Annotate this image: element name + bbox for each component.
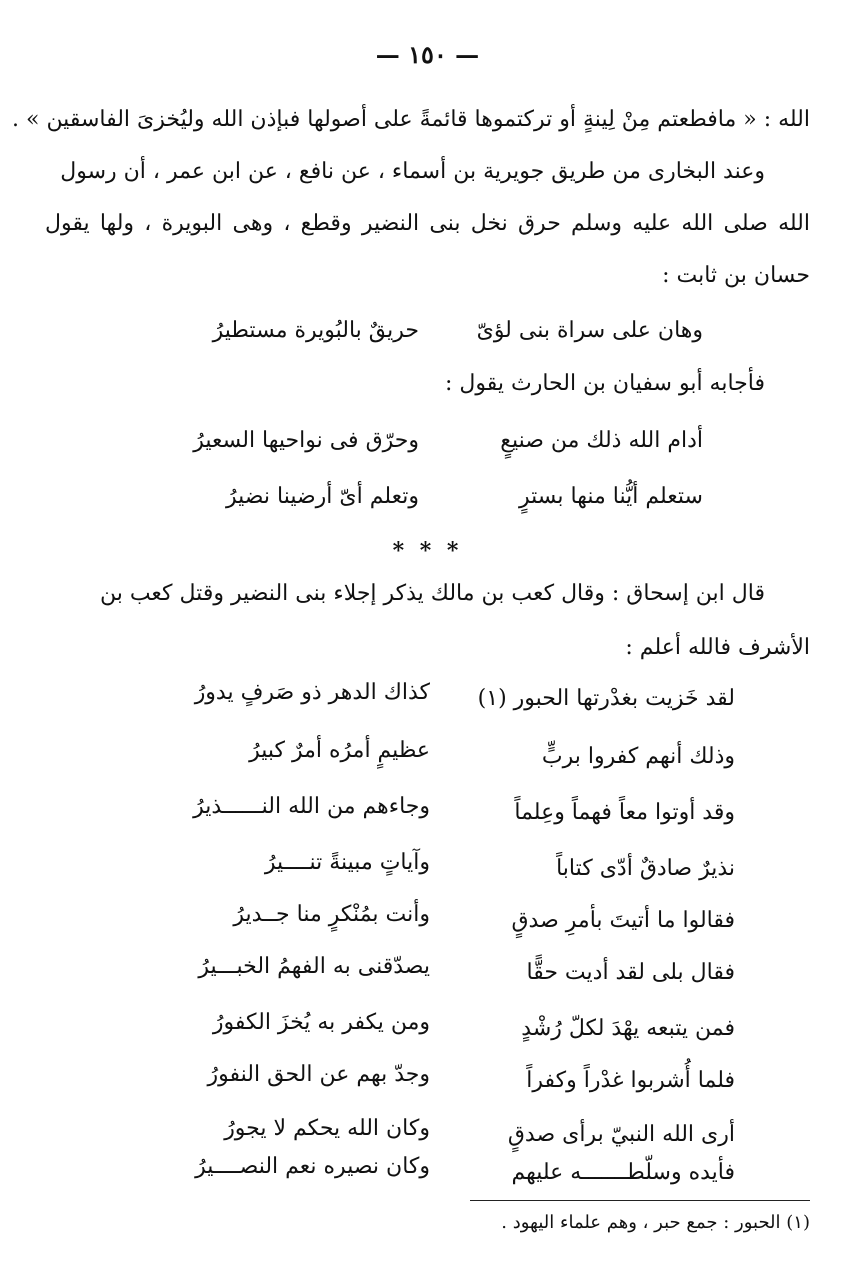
verse-first-hemistich: أدام الله ذلك من صنيعٍ xyxy=(500,428,703,453)
verse-first-hemistich: وقد أوتوا معاً فهماً وعِلماً xyxy=(514,800,735,825)
verse-first-hemistich: فقالوا ما أتيتَ بأمرِ صدقٍ xyxy=(511,908,735,933)
verse-second-hemistich: عظيمٍ أمرُه أمرٌ كبيرُ xyxy=(249,738,430,763)
verse-second-hemistich: وحرّق فى نواحيها السعيرُ xyxy=(193,428,419,453)
verse-second-hemistich: وجاءهم من الله النــــــذيرُ xyxy=(193,794,430,819)
verse-first-hemistich: فقال بلى لقد أديت حقًّا xyxy=(526,960,735,985)
verse-first-hemistich: ستعلم أيُّنا منها بسترٍ xyxy=(519,484,703,509)
prose-line: وعند البخارى من طريق جويرية بن أسماء ، عن نافع ، عن ابن عمر ، أن رسول xyxy=(60,159,765,184)
verse-second-hemistich: وكان الله يحكم لا يجورُ xyxy=(224,1116,430,1141)
verse-second-hemistich: يصدّقنى به الفهمُ الخبـــيرُ xyxy=(198,954,430,979)
footnote-divider xyxy=(470,1200,810,1201)
verse-second-hemistich: وكان نصيره نعم النصــــيرُ xyxy=(195,1154,430,1179)
verse-second-hemistich: كذاك الدهر ذو صَرفٍ يدورُ xyxy=(194,680,430,705)
section-separator: * * * xyxy=(392,538,463,564)
prose-line: حسان بن ثابت : xyxy=(662,263,810,288)
verse-second-hemistich: وأنت بمُنْكرٍ منا جــديرُ xyxy=(233,902,430,927)
prose-line: فأجابه أبو سفيان بن الحارث يقول : xyxy=(445,371,765,396)
verse-second-hemistich: حريقٌ بالبُويرة مستطيرُ xyxy=(212,318,419,343)
verse-first-hemistich: وذلك أنهم كفروا بربٍّ xyxy=(541,744,735,769)
footnote: (١) الحبور : جمع حبر ، وهم علماء اليهود . xyxy=(501,1212,810,1233)
verse-second-hemistich: وآياتٍ مبينةً تنــــيرُ xyxy=(264,850,430,875)
verse-first-hemistich: فلما أُشربوا غدْراً وكفراً xyxy=(526,1068,735,1093)
prose-line: الله : « مافطعتم مِنْ لِينةٍ أو تركتموها قائمةً على أصولها فبإذن الله وليُخزىَ الفاسقين » . xyxy=(12,107,810,132)
verse-second-hemistich: وجدّ بهم عن الحق النفورُ xyxy=(207,1062,430,1087)
verse-first-hemistich: وهان على سراة بنى لؤىّ xyxy=(476,318,703,343)
verse-first-hemistich: أرى الله النبيّ برأى صدقٍ xyxy=(507,1122,735,1147)
verse-first-hemistich: فمن يتبعه يهْدَ لكلّ رُشْدٍ xyxy=(521,1016,735,1041)
verse-first-hemistich: نذيرٌ صادقٌ أدّى كتاباً xyxy=(556,856,735,881)
verse-first-hemistich: فأيده وسلّطـــــــه عليهم xyxy=(511,1160,735,1185)
prose-line: قال ابن إسحاق : وقال كعب بن مالك يذكر إجلاء بنى النضير وقتل كعب بن xyxy=(99,581,765,606)
verse-second-hemistich: وتعلم أىّ أرضينا نضيرُ xyxy=(226,484,419,509)
page-number: — ١٥٠ — xyxy=(375,40,480,69)
prose-line: الله صلى الله عليه وسلم حرق نخل بنى النضير وقطع ، وهى البويرة ، ولها يقول xyxy=(45,211,810,236)
prose-line: الأشرف فالله أعلم : xyxy=(625,635,810,660)
verse-first-hemistich: لقد خَزيت بغدْرتها الحبور (١) xyxy=(477,686,735,711)
verse-second-hemistich: ومن يكفر به يُخزَ الكفورُ xyxy=(212,1010,430,1035)
